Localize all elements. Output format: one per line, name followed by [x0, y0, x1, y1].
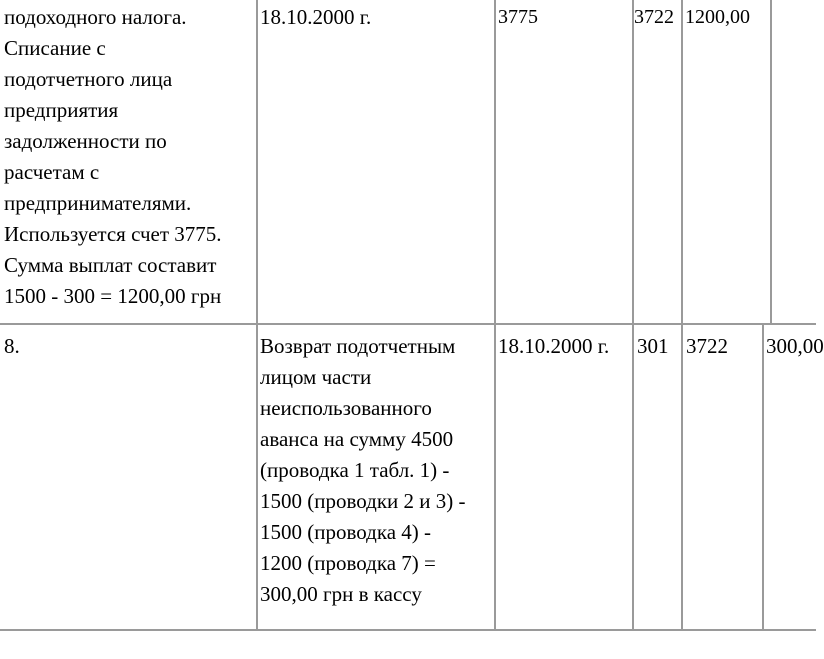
column-divider [762, 325, 764, 629]
column-divider [494, 325, 496, 629]
table-cell-row-number: 8. [4, 334, 20, 358]
table-cell-amount: 1200,00 [685, 6, 750, 28]
table-cell-debit-account: 3775 [498, 6, 538, 28]
table-bottom-border [0, 629, 816, 631]
table-cell-debit-account: 301 [637, 334, 669, 358]
table-cell-description: подоходного налога. Списание с подотчетного лица предприятия задолженности по расчетам с предпринимателями. Используется счет 3775. Сумма выплат составит 1500 - 300 = 1200,00 грн [4, 5, 222, 308]
table-cell-date: 18.10.2000 г. [498, 334, 610, 358]
table-cell-description: Возврат подотчетным лицом части неиспользованного аванса на сумму 4500 (проводка 1 табл. 1) - 1500 (проводки 2 и 3) - 1500 (проводка 4) - 1200 (проводка 7) = 300,00 грн в кассу [260, 334, 466, 606]
column-divider [494, 0, 496, 323]
column-divider [681, 0, 683, 323]
table-cell-credit-account: 3722 [686, 334, 728, 358]
column-divider [632, 325, 634, 629]
column-divider [256, 325, 258, 629]
table-cell-date: 18.10.2000 г. [260, 5, 372, 29]
column-divider [632, 0, 634, 323]
column-divider [256, 0, 258, 323]
column-divider [770, 0, 772, 323]
table-cell-amount: 300,00 [766, 334, 824, 358]
column-divider [681, 325, 683, 629]
row-divider [0, 323, 816, 325]
table-cell-credit-account: 3722 [634, 6, 674, 28]
